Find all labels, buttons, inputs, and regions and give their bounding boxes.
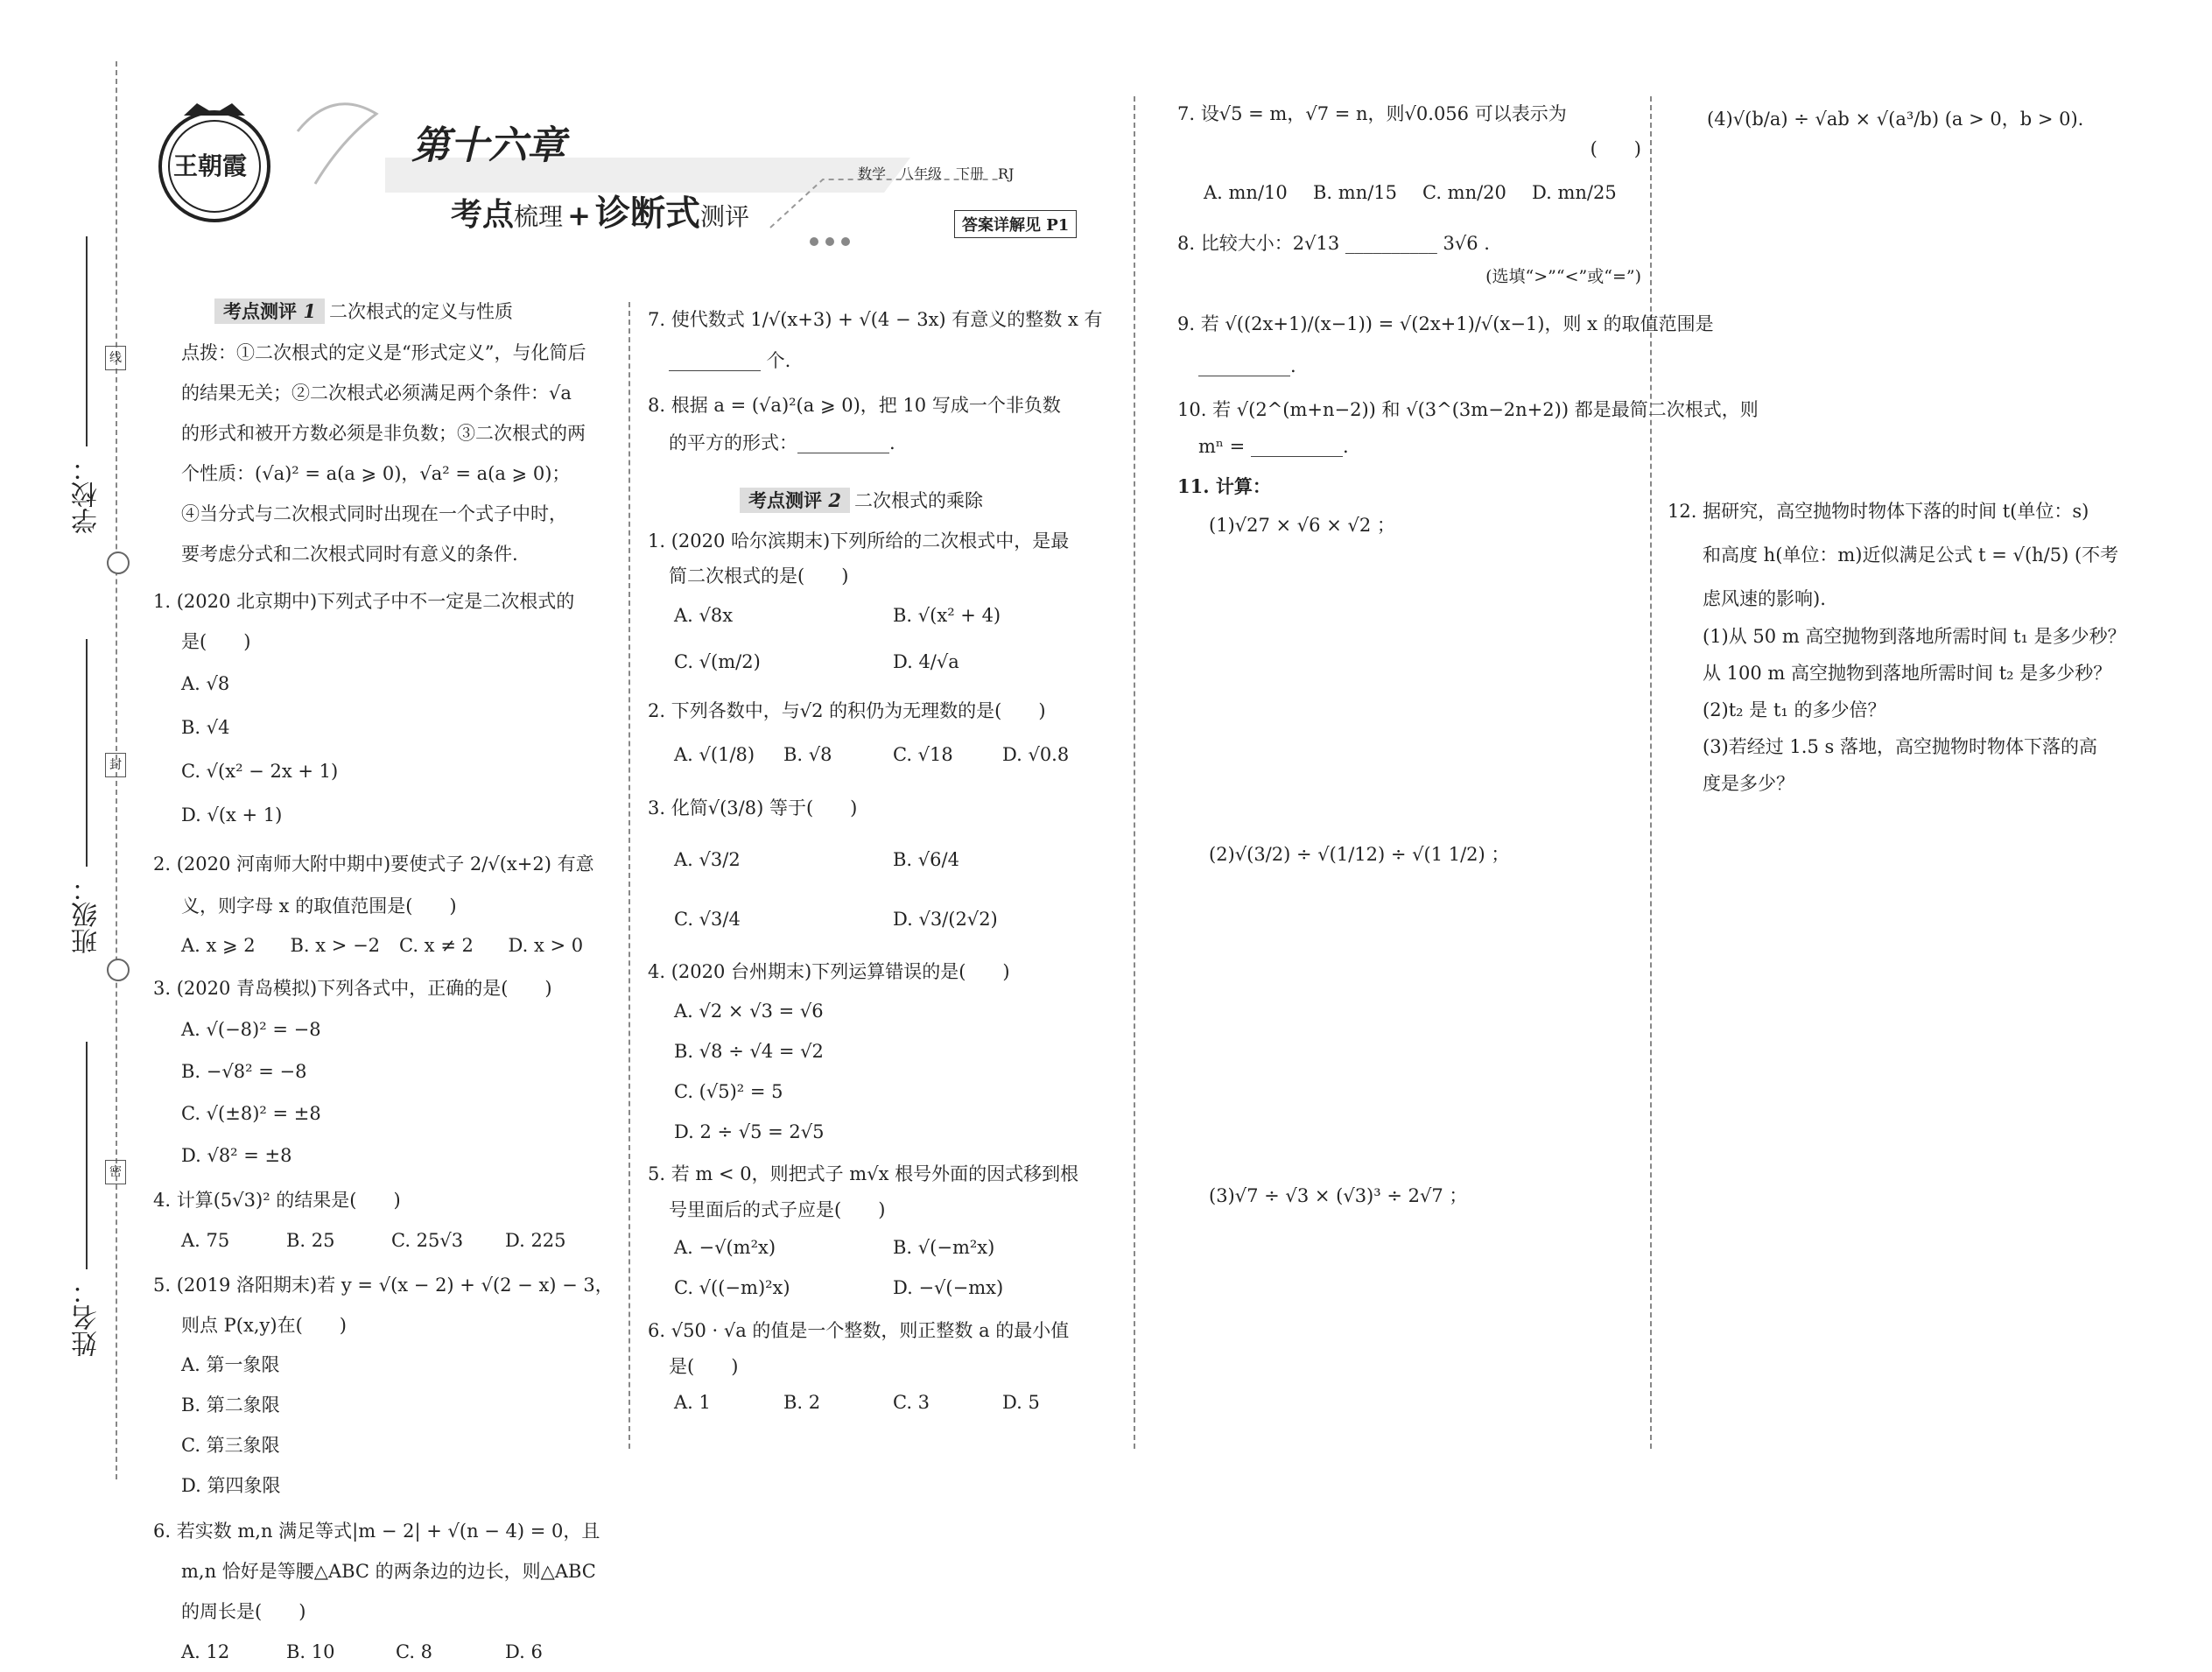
section-title: 二次根式的乘除 — [854, 490, 984, 511]
question-text: 5. (2019 洛阳期末)若 y = √(x − 2) + √(2 − x) − 3， — [153, 1275, 614, 1296]
tip-line: 的形式和被开方数必须是非负数；③二次根式的两 — [181, 423, 586, 444]
question-text: 6. 若实数 m,n 满足等式|m − 2| + √(n − 4) = 0，且 — [153, 1521, 600, 1542]
tip-block — [153, 333, 617, 574]
question-text: 的平方的形式：__________. — [669, 432, 895, 453]
s2-question-5 — [648, 1156, 1120, 1308]
answer-reference: 答案详解见 P1 — [954, 210, 1077, 238]
subtitle-part2: 梳理 — [514, 202, 564, 231]
question-9 — [1177, 301, 1714, 385]
question-text: mⁿ = __________. — [1198, 436, 1349, 457]
question-text: 5. 若 m < 0，则把式子 m√x 根号外面的因式移到根 — [648, 1163, 1079, 1184]
question-text: 2. 下列各数中，与√2 的积仍为无理数的是( ) — [648, 700, 1046, 721]
option-d[interactable]: D. √3/(2√2) — [893, 909, 998, 930]
option-d[interactable]: D. 2 ÷ √5 = 2√5 — [674, 1121, 825, 1142]
question-text: 7. 使代数式 1/√(x+3) + √(4 − 3x) 有意义的整数 x 有 — [648, 309, 1103, 330]
option-d[interactable]: D. −√(−mx) — [893, 1277, 1004, 1298]
question-text: 号里面后的式子应是( ) — [669, 1199, 886, 1220]
question-7 — [1177, 96, 1641, 219]
section-title: 二次根式的定义与性质 — [329, 301, 514, 322]
option-c[interactable]: C. √(m/2) — [674, 651, 761, 672]
question-text: 从 100 m 高空抛物到落地所需时间 t₂ 是多少秒？ — [1703, 663, 2112, 684]
binding-strip — [53, 53, 149, 1488]
section-1-header — [153, 298, 617, 324]
question-text: 8. 比较大小：2√13 __________ 3√6 . — [1177, 233, 1490, 254]
question-text: 2. (2020 河南师大附中期中)要使式子 2/√(x+2) 有意 — [153, 854, 594, 875]
option-a[interactable]: A. 第一象限 — [181, 1354, 280, 1375]
question-text: 是( ) — [669, 1356, 739, 1377]
option-c[interactable]: C. √(±8)² = ±8 — [181, 1103, 321, 1124]
column-4 — [1668, 96, 2158, 802]
option-d[interactable]: D. 5 — [1002, 1392, 1040, 1413]
option-a[interactable]: A. 75 — [181, 1230, 230, 1251]
question-7 — [648, 298, 1120, 380]
question-text: 是( ) — [181, 631, 251, 652]
option-c[interactable]: C. mn/20 — [1422, 182, 1506, 203]
option-b[interactable]: B. −√8² = −8 — [181, 1061, 307, 1082]
question-text: 则点 P(x,y)在( ) — [181, 1315, 347, 1336]
question-11-part2: (2)√(3/2) ÷ √(1/12) ÷ √(1 1/2) ； — [1209, 844, 1510, 865]
question-5 — [153, 1264, 617, 1506]
seal-mark-seal: 封 — [105, 753, 126, 777]
name-label: 姓名： — [72, 1278, 102, 1357]
section-2-header — [648, 487, 1120, 513]
question-2 — [153, 842, 617, 965]
option-c[interactable]: C. √(x² − 2x + 1) — [181, 761, 339, 782]
subtitle-part4: 测评 — [700, 202, 750, 231]
option-b[interactable]: B. √4 — [181, 717, 230, 738]
question-text: (3)若经过 1.5 s 落地，高空抛物时物体下落的高 — [1703, 736, 2097, 757]
question-text: 9. 若 √((2x+1)/(x−1)) = √(2x+1)/√(x−1)，则 x 的取值范围是 — [1177, 313, 1714, 334]
question-3 — [153, 968, 617, 1177]
option-a[interactable]: A. 1 — [674, 1392, 711, 1413]
option-a[interactable]: A. √2 × √3 = √6 — [674, 1001, 824, 1022]
option-b[interactable]: B. 25 — [286, 1230, 335, 1251]
name-field[interactable] — [86, 1042, 88, 1269]
question-text: 7. 设√5 = m，√7 = n，则√0.056 可以表示为 — [1177, 103, 1567, 124]
logo-text: 王朝霞 — [173, 151, 248, 180]
question-text: 6. √50 · √a 的值是一个整数，则正整数 a 的最小值 — [648, 1320, 1070, 1341]
tip-line: 的结果无关；②二次根式必须满足两个条件：√a — [181, 383, 572, 404]
option-c[interactable]: C. √3/4 — [674, 909, 741, 930]
option-a[interactable]: A. √(1/8) — [674, 744, 755, 765]
option-c[interactable]: C. √((−m)²x) — [674, 1277, 790, 1298]
header-subtitle — [451, 186, 749, 235]
tip-line: 个性质：(√a)² = a(a ⩾ 0)，√a² = a(a ⩾ 0)； — [181, 463, 571, 484]
question-text: 度是多少？ — [1703, 773, 1794, 794]
tip-line: 点拨：①二次根式的定义是“形式定义”，与化简后 — [181, 342, 586, 363]
subtitle-part3: 诊断式 — [595, 193, 701, 234]
question-11: 11. 计算： — [1177, 475, 1271, 497]
option-d[interactable]: D. 第四象限 — [181, 1475, 281, 1496]
option-a[interactable]: A. mn/10 — [1204, 182, 1288, 203]
book-meta: 数学 八年级 下册 RJ — [858, 165, 1015, 182]
question-text: 4. (2020 台州期末)下列运算错误的是( ) — [648, 961, 1010, 982]
section-tag: 考点测评 1 — [214, 299, 325, 324]
question-hint: (选填“>”“<”或“=”) — [1485, 267, 1641, 286]
option-c[interactable]: C. 8 — [396, 1641, 433, 1662]
question-4 — [153, 1180, 617, 1261]
option-b[interactable]: B. 第二象限 — [181, 1395, 280, 1416]
question-text: 1. (2020 北京期中)下列式子中不一定是二次根式的 — [153, 591, 575, 612]
s2-question-4 — [648, 952, 1120, 1152]
class-field[interactable] — [86, 639, 88, 867]
option-d[interactable]: D. √0.8 — [1002, 744, 1070, 765]
question-text: 义，则字母 x 的取值范围是( ) — [181, 896, 457, 917]
section-tag: 考点测评 2 — [740, 488, 850, 513]
option-d[interactable]: D. √8² = ±8 — [181, 1145, 292, 1166]
option-b[interactable]: B. √6/4 — [893, 849, 959, 870]
option-c[interactable]: C. √18 — [893, 744, 953, 765]
option-b[interactable]: B. 2 — [783, 1392, 821, 1413]
option-d[interactable]: D. 6 — [505, 1641, 543, 1662]
question-6 — [153, 1511, 617, 1672]
option-c[interactable]: C. 3 — [893, 1392, 930, 1413]
column-divider — [628, 302, 630, 1449]
question-text: (2)t₂ 是 t₁ 的多少倍？ — [1703, 699, 1886, 720]
question-text: m,n 恰好是等腰△ABC 的两条边的边长，则△ABC — [181, 1561, 596, 1582]
question-text: 8. 根据 a = (√a)²(a ⩾ 0)，把 10 写成一个非负数 — [648, 395, 1061, 416]
binding-hole-icon — [107, 551, 130, 574]
question-text: __________ 个. — [669, 350, 791, 371]
option-d[interactable]: D. 225 — [505, 1230, 566, 1251]
question-text: 的周长是( ) — [181, 1601, 306, 1622]
chapter-title: 第十六章 — [411, 123, 565, 168]
question-text: 虑风速的影响). — [1703, 588, 1826, 609]
question-text: 10. 若 √(2^(m+n−2)) 和 √(3^(3m−2n+2)) 都是最简二次根式，则 — [1177, 399, 1759, 420]
question-8 — [648, 385, 1120, 460]
subtitle-plus: + — [567, 199, 591, 232]
school-label: 学校： — [72, 455, 102, 534]
class-label: 班级： — [72, 875, 102, 954]
option-a[interactable]: A. 12 — [181, 1641, 230, 1662]
question-text: 3. (2020 青岛模拟)下列各式中，正确的是( ) — [153, 978, 552, 999]
school-field[interactable] — [86, 236, 88, 446]
option-b[interactable]: B. √8 — [783, 744, 832, 765]
column-2 — [648, 298, 1120, 1422]
question-11-part4: (4)√(b/a) ÷ √ab × √(a³/b) (a > 0，b > 0). — [1707, 109, 2084, 130]
binding-hole-icon — [107, 959, 130, 981]
answer-paren[interactable]: ( ) — [1590, 138, 1641, 159]
option-b[interactable]: B. √8 ÷ √4 = √2 — [674, 1041, 824, 1062]
option-b[interactable]: B. x > −2 — [290, 935, 381, 956]
question-text: __________. — [1198, 355, 1296, 376]
header — [149, 79, 1129, 280]
option-c[interactable]: C. 第三象限 — [181, 1435, 280, 1456]
s2-question-2 — [648, 692, 1120, 779]
question-8 — [1177, 226, 1641, 292]
question-text: 3. 化简√(3/8) 等于( ) — [648, 797, 858, 818]
option-b[interactable]: B. √(−m²x) — [893, 1237, 995, 1258]
option-a[interactable]: A. x ⩾ 2 — [181, 935, 256, 956]
column-divider — [1650, 96, 1652, 1449]
question-text: 12. 据研究，高空抛物时物体下落的时间 t(单位：s) — [1668, 501, 2089, 522]
option-a[interactable]: A. √(−8)² = −8 — [181, 1019, 321, 1040]
seal-mark-line: 线 — [105, 346, 126, 370]
question-10 — [1177, 390, 1759, 464]
question-text: 4. 计算(5√3)² 的结果是( ) — [153, 1190, 401, 1211]
column-1 — [153, 298, 617, 1672]
option-b[interactable]: B. √(x² + 4) — [893, 605, 1001, 626]
question-11-part1: (1)√27 × √6 × √2 ； — [1209, 515, 1395, 536]
option-a[interactable]: A. √8 — [181, 673, 230, 694]
s2-question-3 — [648, 786, 1120, 949]
option-c[interactable]: C. x ≠ 2 — [399, 935, 474, 956]
question-text: (1)从 50 m 高空抛物到落地所需时间 t₁ 是多少秒？ — [1703, 626, 2126, 647]
question-1 — [153, 581, 617, 837]
option-d[interactable]: D. mn/25 — [1532, 182, 1617, 203]
question-text: 1. (2020 哈尔滨期末)下列所给的二次根式中，是最 — [648, 530, 1070, 551]
option-d[interactable]: D. √(x + 1) — [181, 804, 283, 825]
seal-mark-secret: 密 — [105, 1160, 126, 1184]
option-d[interactable]: D. x > 0 — [508, 935, 584, 956]
option-d[interactable]: D. 4/√a — [893, 651, 959, 672]
s2-question-1 — [648, 523, 1120, 686]
option-b[interactable]: B. 10 — [286, 1641, 335, 1662]
question-11-part3: (3)√7 ÷ √3 × (√3)³ ÷ 2√7 ； — [1209, 1185, 1468, 1206]
option-a[interactable]: A. √8x — [674, 605, 734, 626]
option-c[interactable]: C. 25√3 — [391, 1230, 464, 1251]
question-text: 和高度 h(单位：m)近似满足公式 t = √(h/5) (不考 — [1703, 544, 2119, 566]
column-divider — [1134, 96, 1135, 1449]
s2-question-6 — [648, 1311, 1120, 1422]
tip-line: ④当分式与二次根式同时出现在一个式子中时， — [181, 503, 567, 524]
tip-line: 要考虑分式和二次根式同时有意义的条件. — [181, 544, 518, 565]
question-text: 简二次根式的是( ) — [669, 566, 849, 587]
option-b[interactable]: B. mn/15 — [1313, 182, 1398, 203]
option-a[interactable]: A. √3/2 — [674, 849, 741, 870]
subtitle-part1: 考点 — [451, 196, 515, 233]
question-12 — [1668, 492, 2158, 802]
option-a[interactable]: A. −√(m²x) — [674, 1237, 776, 1258]
option-c[interactable]: C. (√5)² = 5 — [674, 1081, 783, 1102]
